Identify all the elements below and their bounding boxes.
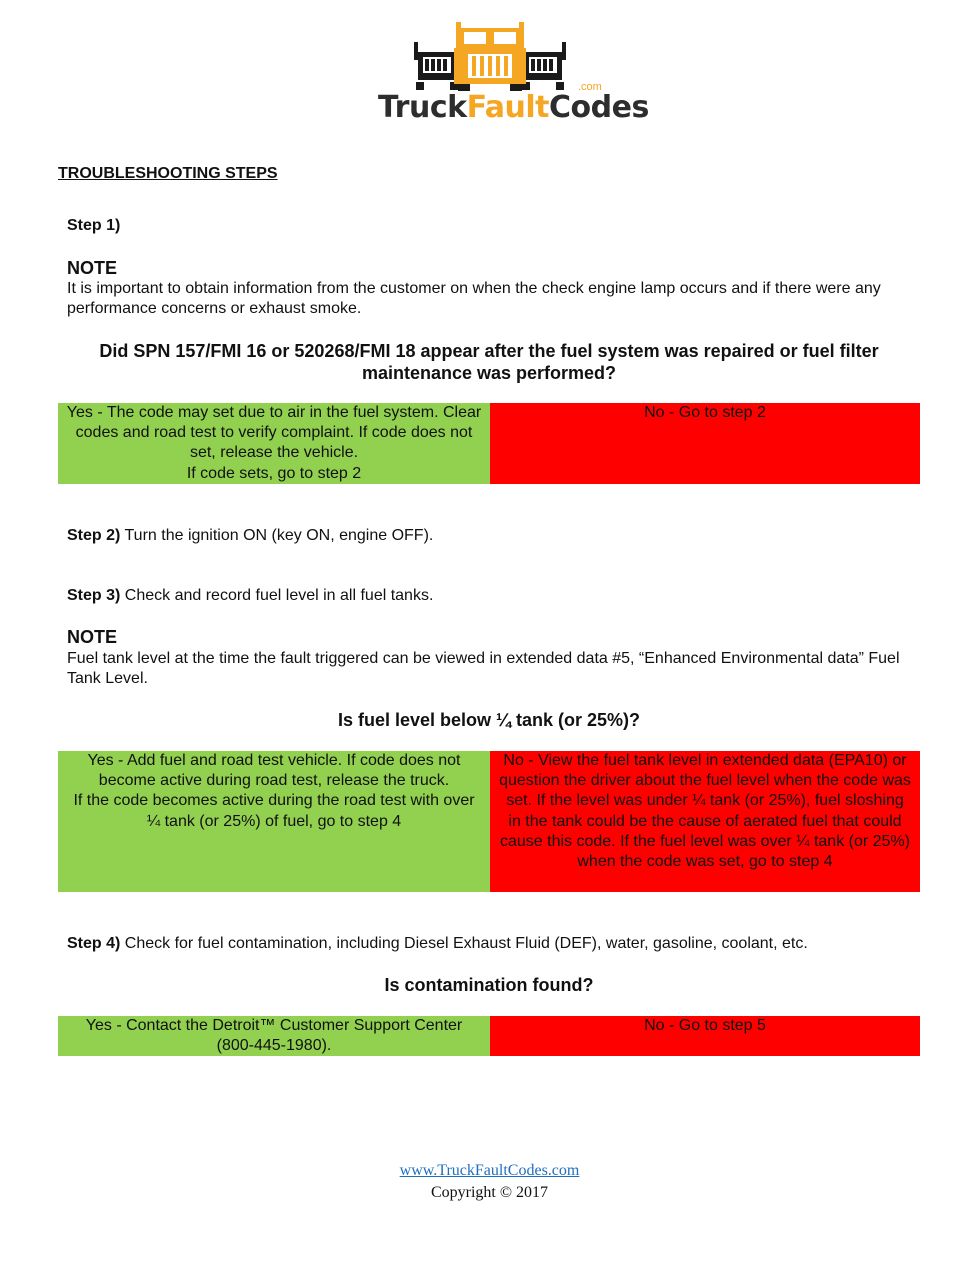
answer-2-yes	[58, 751, 490, 892]
answer-1-yes-text-2: If code sets, go to step 2	[186, 464, 362, 482]
answer-1-yes-text: Yes - The code may set due to air in the fuel system. Clear codes and road test to verify complaint. If code does not set, release the vehicle.	[66, 404, 482, 462]
answer-2-yes-text: Yes - Add fuel and road test vehicle. If code does not become active during road test, release the truck.	[87, 752, 461, 790]
answer-row-3	[58, 1016, 920, 1056]
answer-1-yes	[58, 403, 490, 484]
truckfaultcodes-logo	[378, 20, 649, 128]
question-1: Did SPN 157/FMI 16 or 520268/FMI 18 appear after the fuel system was repaired or fuel filter maintenance was performed?	[99, 341, 879, 383]
answer-1-no	[490, 403, 920, 484]
answer-2-yes-text-2: If the code becomes active during the road test with over ¼ tank (or 25%) of fuel, go to step 4	[73, 792, 475, 830]
note-2-text: Fuel tank level at the time the fault triggered can be viewed in extended data #5, “Enhanced Environmental data” Fuel Tank Level.	[67, 650, 900, 687]
section-title: TROUBLESHOOTING STEPS	[58, 165, 278, 182]
note-2-heading: NOTE	[67, 627, 118, 647]
step-4	[67, 934, 808, 954]
answer-3-no	[490, 1016, 920, 1056]
answer-3-yes	[58, 1016, 490, 1056]
logo-word-truck: Truck	[378, 90, 467, 125]
truck-icon	[378, 20, 602, 92]
step-2	[67, 526, 433, 546]
step-3-text: Check and record fuel level in all fuel tanks.	[120, 587, 434, 604]
answer-2-no	[490, 751, 920, 892]
answer-3-no-text: No - Go to step 5	[644, 1017, 766, 1034]
answer-2-no-text: No - View the fuel tank level in extended data (EPA10) or question the driver about the fuel level when the code was set. If the level was under ¼ tank (or 25%), fuel sloshing in the tank could be the cause of aerated fuel that could cause this code. If the fuel level was over ¼ tank (or 25%) when the code was set, go to step 4	[499, 752, 911, 871]
footer-copyright: Copyright © 2017	[430, 1184, 549, 1201]
footer	[0, 1160, 979, 1204]
step-4-text: Check for fuel contamination, including Diesel Exhaust Fluid (DEF), water, gasoline, coolant, etc.	[120, 935, 808, 952]
note-1-text: It is important to obtain information from the customer on when the check engine lamp occurs and if there were any performance concerns or exhaust smoke.	[67, 280, 881, 317]
step-3-label: Step 3)	[67, 587, 121, 604]
answer-3-yes-text: Yes - Contact the Detroit™ Customer Support Center (800-445-1980).	[85, 1017, 463, 1055]
answer-1-no-text: No - Go to step 2	[644, 404, 766, 421]
footer-link[interactable]: www.TruckFaultCodes.com	[399, 1162, 580, 1179]
step-4-label: Step 4)	[67, 935, 121, 952]
answer-row-2	[58, 751, 920, 892]
step-3	[67, 586, 433, 606]
step-2-text: Turn the ignition ON (key ON, engine OFF).	[120, 527, 434, 544]
logo-word-codes: Codes	[549, 90, 649, 125]
step-2-label: Step 2)	[67, 527, 121, 544]
answer-row-1	[58, 403, 920, 484]
logo-word-fault: Fault	[466, 90, 550, 125]
logo-com-suffix: .com	[578, 81, 602, 93]
step-1-label: Step 1)	[67, 217, 121, 234]
question-2: Is fuel level below ¼ tank (or 25%)?	[337, 710, 641, 730]
question-3: Is contamination found?	[384, 975, 594, 995]
step-1	[67, 216, 120, 236]
logo-wordmark	[378, 90, 649, 126]
note-1-heading: NOTE	[67, 258, 118, 278]
